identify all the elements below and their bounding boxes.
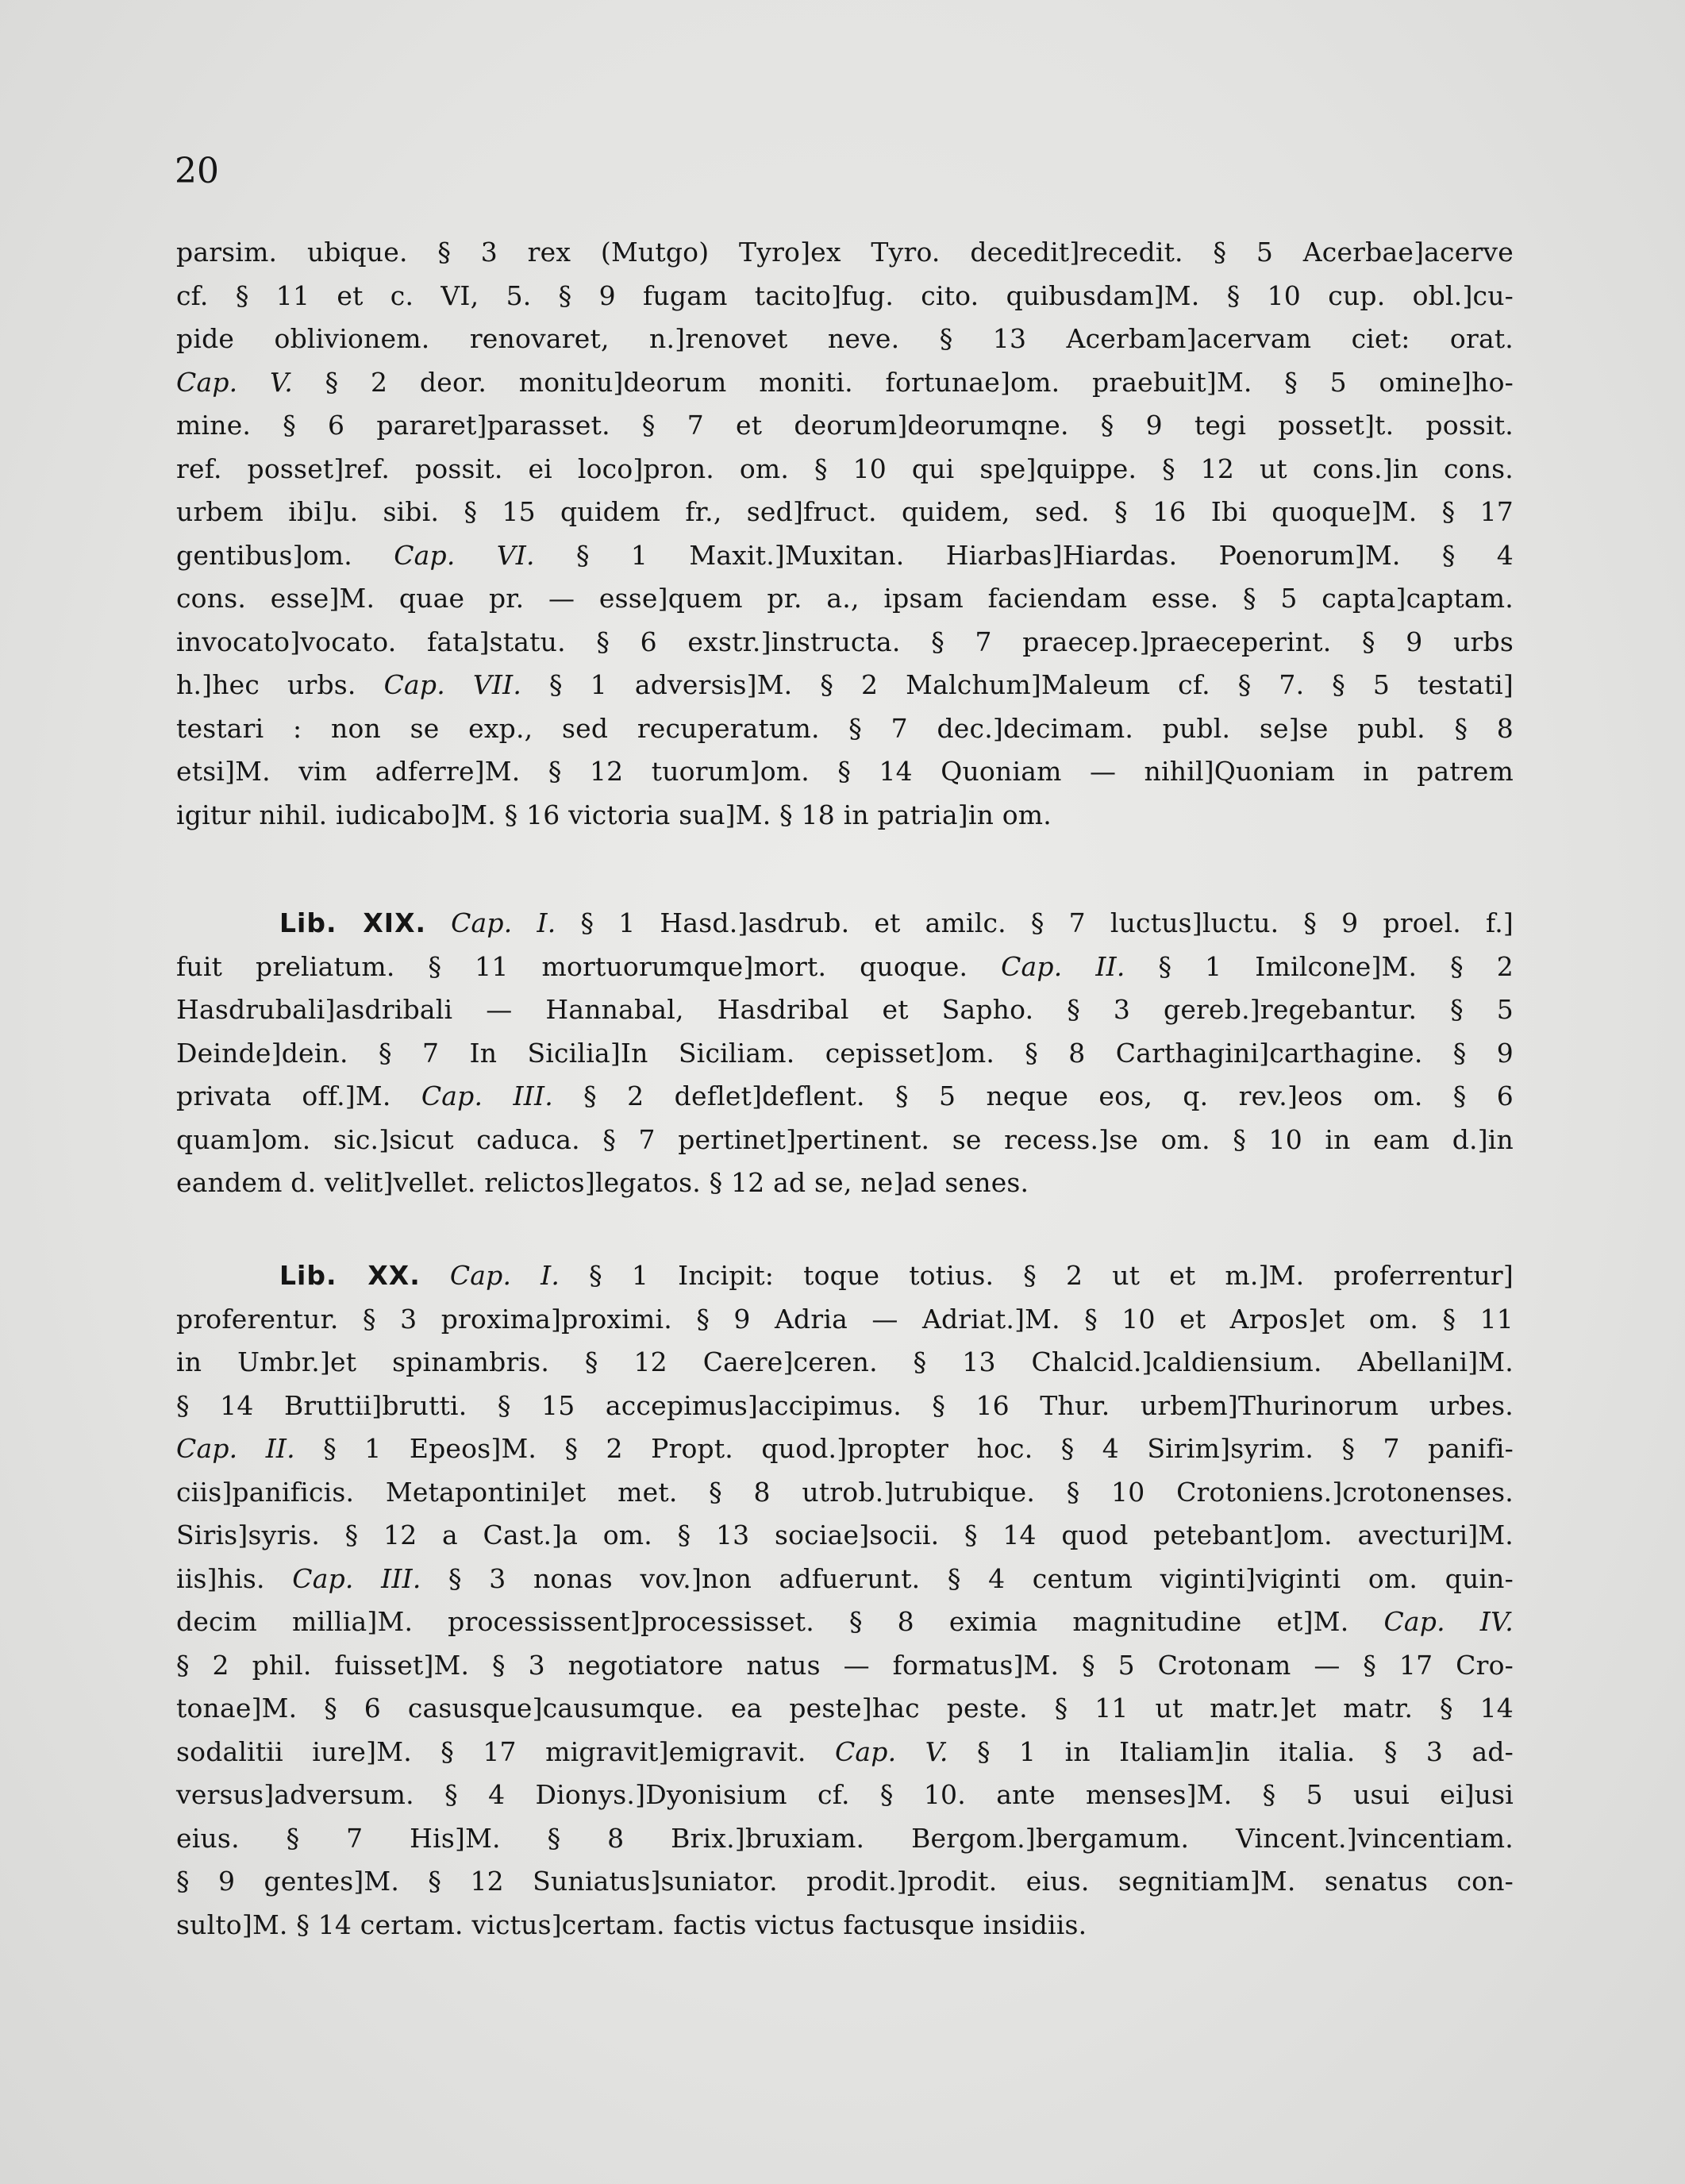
text-run: parsim. ubique. § 3 rex (Mutgo) Tyro]ex Tyro. decedit]recedit. § 5 Acerbae]acerve bbox=[176, 237, 1514, 268]
text-run: iis]his. bbox=[176, 1562, 293, 1594]
chapter-label: Cap. VI. bbox=[394, 539, 535, 571]
text-run: § 1 Epeos]M. § 2 Propt. quod.]propter hoc. § 4 Sirim]syrim. § 7 panifi- bbox=[294, 1433, 1514, 1464]
text-run: § 2 phil. fuisset]M. § 3 negotiatore natus — formatus]M. § 5 Crotonam — § 17 Cro- bbox=[176, 1649, 1514, 1681]
text-line bbox=[176, 1817, 1514, 1861]
text-run: § 1 Imilcone]M. § 2 bbox=[1125, 950, 1514, 982]
text-line bbox=[176, 1860, 1514, 1904]
text-line bbox=[176, 448, 1514, 491]
text-block-lib-xx bbox=[176, 1254, 1514, 1947]
text-run: versus]adversum. § 4 Dionys.]Dyonisium cf. § 10. ante menses]M. § 5 usui ei]usi bbox=[176, 1779, 1514, 1810]
text-line bbox=[176, 1032, 1514, 1076]
text-run: in Umbr.]et spinambris. § 12 Caere]ceren. § 13 Chalcid.]caldiensium. Abellani]M. bbox=[176, 1346, 1514, 1377]
text-line bbox=[176, 1514, 1514, 1558]
text-line bbox=[176, 404, 1514, 448]
text-run: Siris]syris. § 12 a Cast.]a om. § 13 sociae]socii. § 14 quod petebant]om. avecturi]M. bbox=[176, 1520, 1514, 1550]
text-run: fuit preliatum. § 11 mortuorumque]mort. quoque. bbox=[176, 950, 1002, 982]
text-run: urbem ibi]u. sibi. § 15 quidem fr., sed]fruct. quidem, sed. § 16 Ibi quoque]M. § 17 bbox=[176, 496, 1514, 527]
text-run: gentibus]om. bbox=[176, 539, 394, 571]
chapter-label: Cap. IV. bbox=[1383, 1606, 1514, 1637]
text-line bbox=[176, 621, 1514, 664]
text-line bbox=[176, 794, 1514, 838]
text-run: eandem d. velit]vellet. relictos]legatos. § 12 ad se, ne]ad senes. bbox=[176, 1167, 1029, 1198]
text-run: cons. esse]M. quae pr. — esse]quem pr. a., ipsam faciendam esse. § 5 capta]captam. bbox=[176, 583, 1514, 614]
text-run: h.]hec urbs. bbox=[176, 669, 384, 700]
text-block-lib-xix bbox=[176, 902, 1514, 1205]
text-run: sodalitii iure]M. § 17 migravit]emigravit. bbox=[176, 1735, 835, 1767]
text-line bbox=[176, 1687, 1514, 1731]
text-line bbox=[176, 1427, 1514, 1471]
text-run: § 1 Incipit: toque totius. § 2 ut et m.]M. proferrentur] bbox=[560, 1260, 1514, 1291]
text-run: § 1 Hasd.]asdrub. et amilc. § 7 luctus]luctu. § 9 proel. f.] bbox=[556, 907, 1514, 938]
text-line bbox=[176, 902, 1514, 946]
text-line bbox=[176, 946, 1514, 989]
text-run bbox=[426, 907, 451, 938]
text-line bbox=[176, 491, 1514, 534]
chapter-label: Cap. V. bbox=[834, 1735, 948, 1767]
chapter-label: Cap. II. bbox=[1001, 950, 1125, 982]
text-run: quam]om. sic.]sicut caduca. § 7 pertinet]pertinent. se recess.]se om. § 10 in eam d.]in bbox=[176, 1123, 1514, 1155]
text-line bbox=[176, 1254, 1514, 1298]
text-run: § 1 in Italiam]in italia. § 3 ad- bbox=[948, 1735, 1514, 1767]
text-run: § 9 gentes]M. § 12 Suniatus]suniator. prodit.]prodit. eius. segnitiam]M. senatus con- bbox=[176, 1866, 1514, 1897]
text-run: etsi]M. vim adferre]M. § 12 tuorum]om. § 14 Quoniam — nihil]Quoniam in patrem bbox=[176, 756, 1514, 787]
text-line bbox=[176, 1774, 1514, 1817]
text-line bbox=[176, 1471, 1514, 1515]
text-run: ref. posset]ref. possit. ei loco]pron. om. § 10 qui spe]quippe. § 12 ut cons.]in cons. bbox=[176, 453, 1514, 484]
text-line bbox=[176, 1119, 1514, 1162]
text-line bbox=[176, 1385, 1514, 1428]
chapter-label: Cap. VII. bbox=[383, 669, 522, 700]
book-heading: Lib. XIX. bbox=[279, 907, 427, 938]
text-line bbox=[176, 664, 1514, 707]
text-run: igitur nihil. iudicabo]M. § 16 victoria sua]M. § 18 in patria]in om. bbox=[176, 799, 1052, 830]
text-line bbox=[176, 1600, 1514, 1644]
text-line bbox=[176, 1298, 1514, 1342]
chapter-label: Cap. III. bbox=[421, 1080, 553, 1111]
page-number: 20 bbox=[175, 151, 219, 191]
text-run: Deinde]dein. § 7 In Sicilia]In Siciliam. cepisset]om. § 8 Carthagini]carthagine. § 9 bbox=[176, 1037, 1514, 1069]
text-line bbox=[176, 534, 1514, 578]
text-line bbox=[176, 988, 1514, 1032]
chapter-label: Cap. V. bbox=[176, 366, 293, 398]
text-run: testari : non se exp., sed recuperatum. § 7 dec.]decimam. publ. se]se publ. § 8 bbox=[176, 712, 1514, 744]
chapter-label: Cap. II. bbox=[176, 1433, 295, 1464]
chapter-label: Cap. III. bbox=[292, 1562, 421, 1594]
text-run: proferentur. § 3 proxima]proximi. § 9 Adria — Adriat.]M. § 10 et Arpos]et om. § 11 bbox=[176, 1303, 1514, 1335]
text-line bbox=[176, 275, 1514, 318]
text-line bbox=[176, 318, 1514, 361]
text-line bbox=[176, 577, 1514, 621]
text-line bbox=[176, 231, 1514, 275]
text-run: invocato]vocato. fata]statu. § 6 exstr.]instructa. § 7 praecep.]praeceperint. § 9 urbs bbox=[176, 626, 1514, 657]
text-run: sulto]M. § 14 certam. victus]certam. factis victus factusque insidiis. bbox=[176, 1909, 1087, 1940]
text-run: § 2 deflet]deflent. § 5 neque eos, q. rev.]eos om. § 6 bbox=[552, 1080, 1514, 1111]
text-line bbox=[176, 1161, 1514, 1205]
text-line bbox=[176, 1341, 1514, 1385]
text-run: § 2 deor. monitu]deorum moniti. fortunae]om. praebuit]M. § 5 omine]ho- bbox=[292, 366, 1514, 398]
text-run: cf. § 11 et c. VI, 5. § 9 fugam tacito]fug. cito. quibusdam]M. § 10 cup. obl.]cu- bbox=[176, 279, 1514, 311]
text-run: eius. § 7 His]M. § 8 Brix.]bruxiam. Bergom.]bergamum. Vincent.]vincentiam. bbox=[176, 1822, 1514, 1854]
text-line bbox=[176, 1075, 1514, 1119]
text-run: ciis]panificis. Metapontini]et met. § 8 utrob.]utrubique. § 10 Crotoniens.]crotonenses. bbox=[176, 1476, 1514, 1508]
text-run: § 1 adversis]M. § 2 Malchum]Maleum cf. § 7. § 5 testati] bbox=[521, 669, 1514, 700]
text-line bbox=[176, 707, 1514, 751]
text-run bbox=[421, 1260, 450, 1291]
text-line bbox=[176, 1644, 1514, 1688]
text-run: § 3 nonas vov.]non adfuerunt. § 4 centum viginti]viginti om. quin- bbox=[421, 1562, 1514, 1594]
text-run: § 1 Maxit.]Muxitan. Hiarbas]Hiardas. Poenorum]M. § 4 bbox=[534, 539, 1514, 571]
chapter-label: Cap. I. bbox=[451, 907, 556, 938]
chapter-label: Cap. I. bbox=[449, 1260, 560, 1291]
text-line bbox=[176, 1731, 1514, 1774]
text-run: privata off.]M. bbox=[176, 1080, 421, 1111]
text-run: Hasdrubali]asdribali — Hannabal, Hasdribal et Sapho. § 3 gereb.]regebantur. § 5 bbox=[176, 994, 1514, 1025]
text-line bbox=[176, 1558, 1514, 1601]
text-run: § 14 Bruttii]brutti. § 15 accepimus]accipimus. § 16 Thur. urbem]Thurinorum urbes. bbox=[176, 1389, 1514, 1421]
text-run: tonae]M. § 6 casusque]causumque. ea peste]hac peste. § 11 ut matr.]et matr. § 14 bbox=[176, 1693, 1514, 1724]
text-run: pide oblivionem. renovaret, n.]renovet neve. § 13 Acerbam]acervam ciet: orat. bbox=[176, 323, 1514, 354]
text-line bbox=[176, 1904, 1514, 1947]
book-heading: Lib. XX. bbox=[279, 1260, 421, 1291]
text-run: mine. § 6 pararet]parasset. § 7 et deorum]deorumqne. § 9 tegi posset]t. possit. bbox=[176, 410, 1514, 441]
text-line bbox=[176, 750, 1514, 794]
text-block-lib-xviii bbox=[176, 231, 1514, 837]
text-line bbox=[176, 361, 1514, 405]
text-run: decim millia]M. processissent]processisset. § 8 eximia magnitudine et]M. bbox=[176, 1606, 1384, 1637]
